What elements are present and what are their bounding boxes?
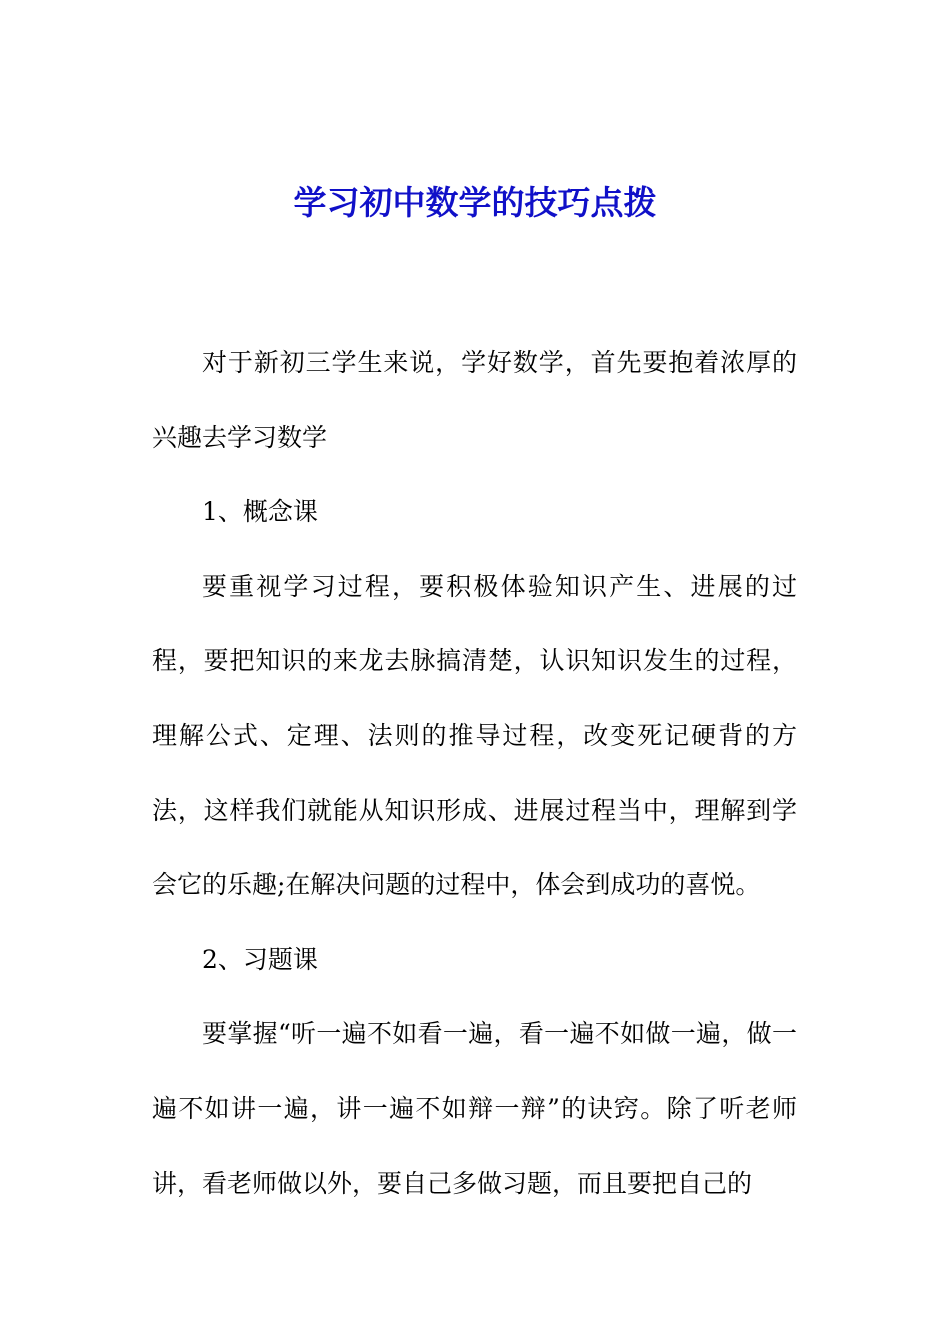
paragraph-concept-class: 要重视学习过程，要积极体验知识产生、进展的过程，要把知识的来龙去脉搞清楚，认识知识发生的过程，理解公式、定理、法则的推导过程，改变死记硬背的方法，这样我们就能从知识形成、进展过程当中，理解到学会它的乐趣;在解决问题的过程中，体会到成功的喜悦。 <box>152 571 797 900</box>
document-body <box>152 326 797 1221</box>
section-heading-concept-class: 1、概念课 <box>202 497 318 527</box>
paragraph-exercise-class: 要掌握“听一遍不如看一遍，看一遍不如做一遍，做一遍不如讲一遍，讲一遍不如辩一辩”的诀窍。除了听老师讲，看老师做以外，要自己多做习题，而且要把自己的 <box>152 1019 797 1198</box>
paragraph-intro: 对于新初三学生来说，学好数学，首先要抱着浓厚的兴趣去学习数学 <box>152 348 797 452</box>
document-title: 学习初中数学的技巧点拨 <box>293 183 657 222</box>
section-heading-exercise-class: 2、习题课 <box>202 944 318 974</box>
